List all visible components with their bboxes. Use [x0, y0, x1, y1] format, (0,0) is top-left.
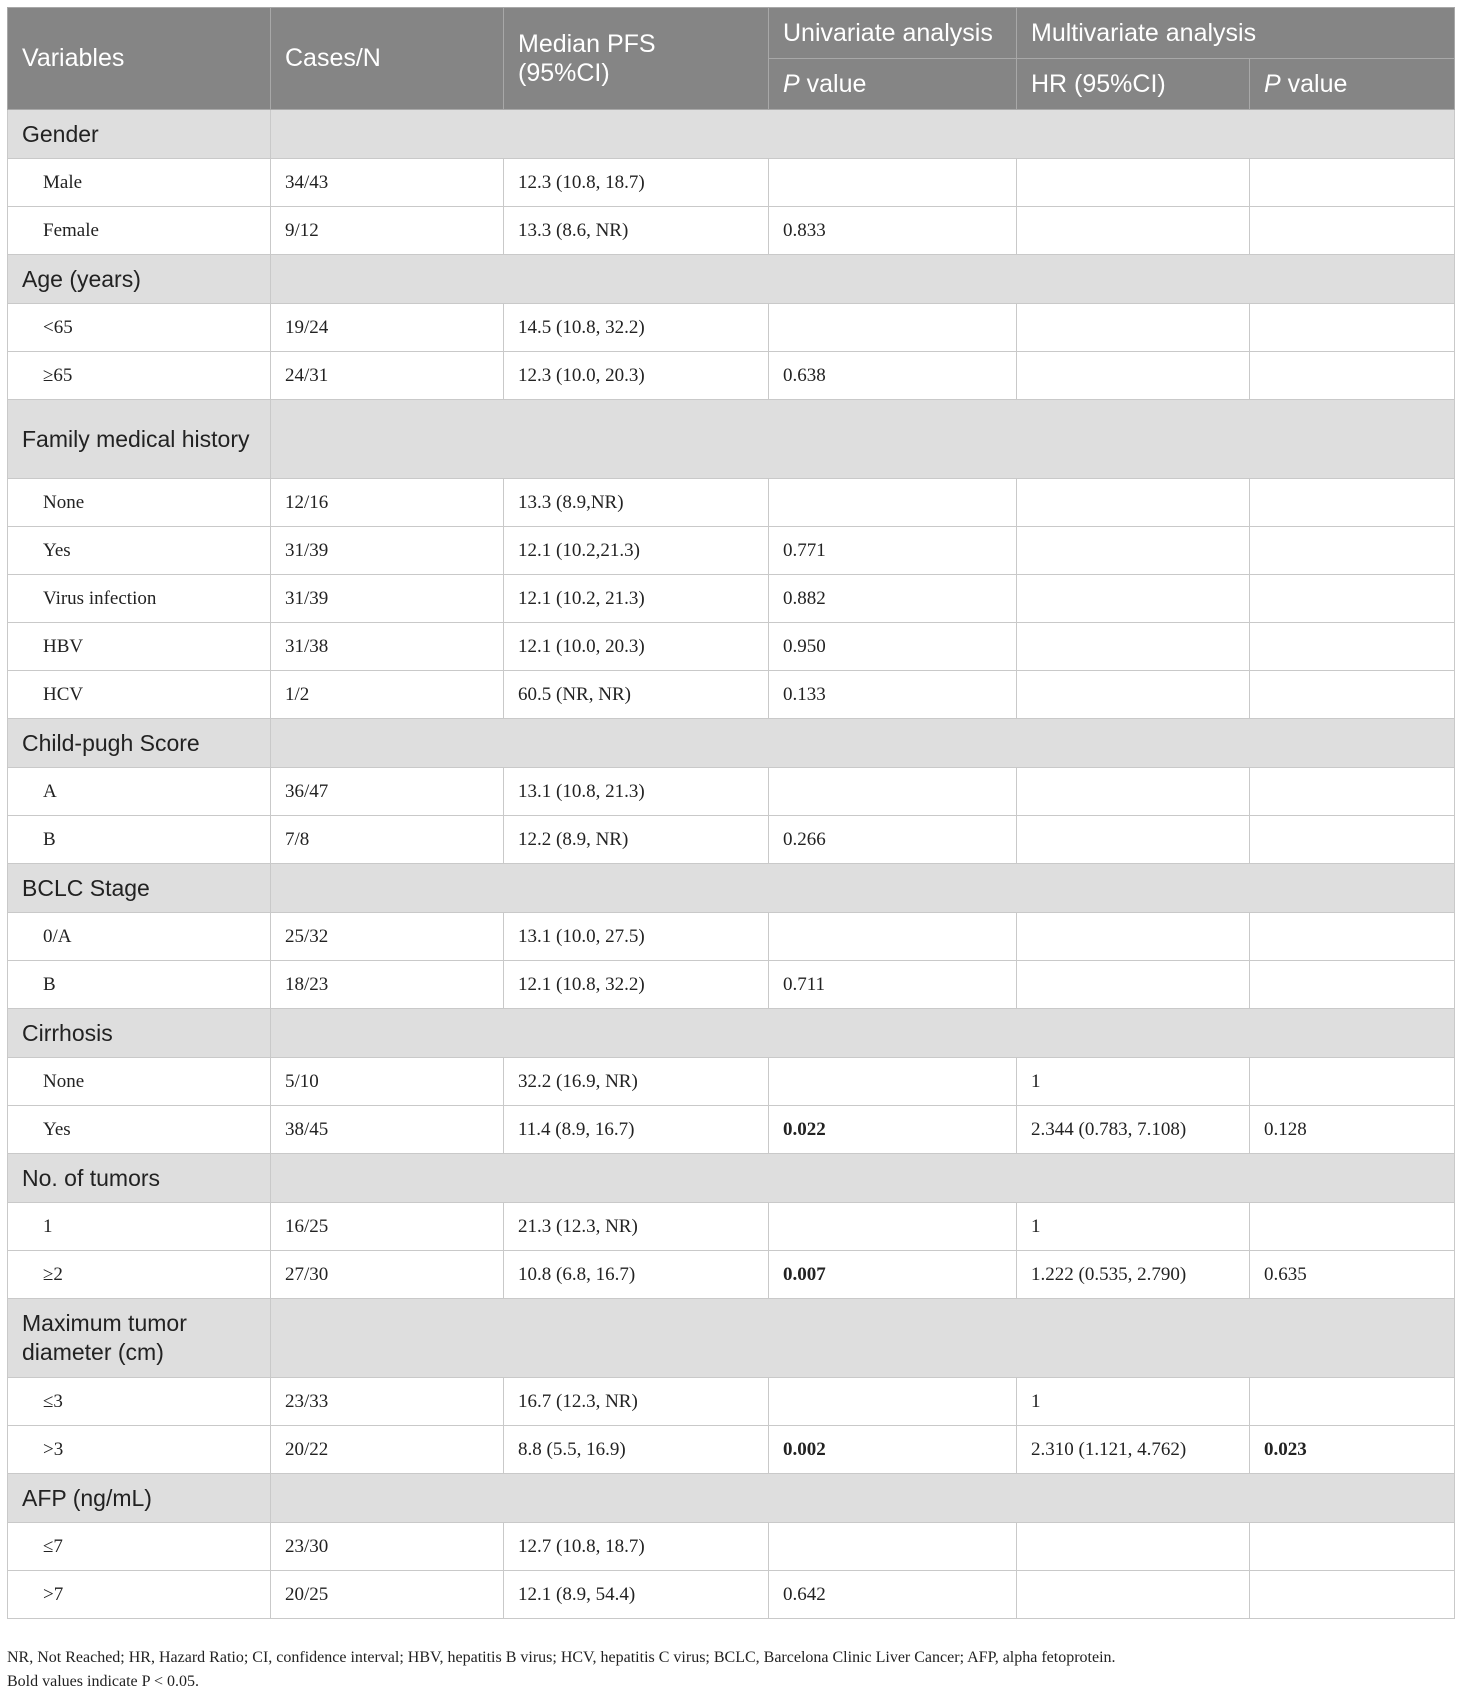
group-filler [271, 1154, 1455, 1203]
cell-hr [1017, 671, 1250, 719]
cell-hr [1017, 159, 1250, 207]
cell-uni-p-value: 0.833 [769, 207, 1017, 255]
cell-hr [1017, 207, 1250, 255]
group-row [8, 719, 1455, 768]
cell-cases: 34/43 [271, 159, 504, 207]
group-label: Cirrhosis [8, 1009, 271, 1058]
cell-cases: 16/25 [271, 1203, 504, 1251]
cell-cases: 31/39 [271, 575, 504, 623]
group-filler [271, 255, 1455, 304]
cell-variable: Female [8, 207, 271, 255]
group-row [8, 255, 1455, 304]
header-univariate: Univariate analysis [769, 8, 1017, 59]
cell-uni-p-value: 0.642 [769, 1571, 1017, 1619]
header-hr: HR (95%CI) [1017, 59, 1250, 110]
cell-uni-p-value [769, 913, 1017, 961]
cell-uni-p-value [769, 1523, 1017, 1571]
cell-median-pfs: 60.5 (NR, NR) [504, 671, 769, 719]
table-row [8, 479, 1455, 527]
cell-variable: ≤3 [8, 1378, 271, 1426]
group-label: AFP (ng/mL) [8, 1474, 271, 1523]
cell-hr: 2.310 (1.121, 4.762) [1017, 1426, 1250, 1474]
group-label: Child-pugh Score [8, 719, 271, 768]
cell-multi-p-value [1250, 913, 1455, 961]
cell-hr [1017, 304, 1250, 352]
cell-median-pfs: 12.3 (10.8, 18.7) [504, 159, 769, 207]
table-row [8, 1426, 1455, 1474]
header-multi-p-value [1250, 59, 1455, 110]
cell-multi-p-value: 0.635 [1250, 1251, 1455, 1299]
cell-multi-p-value [1250, 671, 1455, 719]
cell-hr: 1 [1017, 1203, 1250, 1251]
cell-variable: ≥2 [8, 1251, 271, 1299]
group-filler [271, 110, 1455, 159]
cell-variable: None [8, 479, 271, 527]
cell-cases: 5/10 [271, 1058, 504, 1106]
cell-multi-p-value [1250, 1378, 1455, 1426]
cell-multi-p-value [1250, 479, 1455, 527]
table-row [8, 1378, 1455, 1426]
cell-uni-p-value: 0.022 [769, 1106, 1017, 1154]
cell-cases: 12/16 [271, 479, 504, 527]
header-variables: Variables [8, 8, 271, 110]
cell-uni-p-value: 0.711 [769, 961, 1017, 1009]
header-multivariate: Multivariate analysis [1017, 8, 1455, 59]
table-row [8, 1106, 1455, 1154]
table-row [8, 1058, 1455, 1106]
table-footnote [7, 1646, 1116, 1694]
cell-cases: 19/24 [271, 304, 504, 352]
cell-hr [1017, 816, 1250, 864]
cell-multi-p-value [1250, 1203, 1455, 1251]
cell-cases: 7/8 [271, 816, 504, 864]
cell-multi-p-value [1250, 1058, 1455, 1106]
cell-hr [1017, 527, 1250, 575]
cell-hr [1017, 479, 1250, 527]
table-row [8, 575, 1455, 623]
cell-hr: 1.222 (0.535, 2.790) [1017, 1251, 1250, 1299]
cell-uni-p-value [769, 1058, 1017, 1106]
table-container [7, 7, 1454, 1619]
cell-variable: ≥65 [8, 352, 271, 400]
cell-median-pfs: 13.1 (10.8, 21.3) [504, 768, 769, 816]
group-filler [271, 1474, 1455, 1523]
cell-cases: 20/25 [271, 1571, 504, 1619]
group-label: Maximum tumor diameter (cm) [8, 1299, 271, 1378]
cell-median-pfs: 12.1 (10.2,21.3) [504, 527, 769, 575]
cell-median-pfs: 32.2 (16.9, NR) [504, 1058, 769, 1106]
cell-uni-p-value: 0.007 [769, 1251, 1017, 1299]
cell-uni-p-value [769, 1203, 1017, 1251]
cell-cases: 31/39 [271, 527, 504, 575]
cell-median-pfs: 16.7 (12.3, NR) [504, 1378, 769, 1426]
cell-variable: Yes [8, 1106, 271, 1154]
table-header [8, 8, 1455, 110]
group-filler [271, 719, 1455, 768]
cell-multi-p-value: 0.128 [1250, 1106, 1455, 1154]
cell-uni-p-value [769, 1378, 1017, 1426]
cell-cases: 18/23 [271, 961, 504, 1009]
cell-cases: 20/22 [271, 1426, 504, 1474]
table-row [8, 207, 1455, 255]
table-row [8, 1251, 1455, 1299]
cell-cases: 9/12 [271, 207, 504, 255]
cell-median-pfs: 10.8 (6.8, 16.7) [504, 1251, 769, 1299]
cell-variable: None [8, 1058, 271, 1106]
cell-uni-p-value [769, 159, 1017, 207]
group-row [8, 400, 1455, 479]
cell-variable: HBV [8, 623, 271, 671]
cell-uni-p-value: 0.638 [769, 352, 1017, 400]
cell-multi-p-value [1250, 816, 1455, 864]
cell-variable: B [8, 816, 271, 864]
cell-variable: B [8, 961, 271, 1009]
cell-median-pfs: 12.1 (10.0, 20.3) [504, 623, 769, 671]
table-row [8, 1203, 1455, 1251]
footnote-bold-note: Bold values indicate P < 0.05. [7, 1673, 199, 1690]
cell-cases: 1/2 [271, 671, 504, 719]
group-filler [271, 1009, 1455, 1058]
cell-multi-p-value [1250, 961, 1455, 1009]
group-label: Family medical history [8, 400, 271, 479]
cell-uni-p-value: 0.771 [769, 527, 1017, 575]
table-row [8, 159, 1455, 207]
cell-cases: 38/45 [271, 1106, 504, 1154]
group-filler [271, 864, 1455, 913]
cell-hr [1017, 623, 1250, 671]
table-row [8, 913, 1455, 961]
cell-median-pfs: 12.2 (8.9, NR) [504, 816, 769, 864]
cell-uni-p-value [769, 768, 1017, 816]
cell-hr [1017, 1523, 1250, 1571]
cell-multi-p-value [1250, 768, 1455, 816]
cell-multi-p-value [1250, 1523, 1455, 1571]
cell-hr: 1 [1017, 1058, 1250, 1106]
cell-cases: 31/38 [271, 623, 504, 671]
cell-median-pfs: 12.7 (10.8, 18.7) [504, 1523, 769, 1571]
pfs-analysis-table [7, 7, 1455, 1619]
group-row [8, 1474, 1455, 1523]
cell-hr [1017, 768, 1250, 816]
table-row [8, 1523, 1455, 1571]
cell-multi-p-value [1250, 623, 1455, 671]
cell-median-pfs: 13.3 (8.6, NR) [504, 207, 769, 255]
cell-multi-p-value [1250, 159, 1455, 207]
cell-cases: 23/33 [271, 1378, 504, 1426]
group-row [8, 1154, 1455, 1203]
cell-multi-p-value [1250, 575, 1455, 623]
group-filler [271, 1299, 1455, 1378]
group-row [8, 1299, 1455, 1378]
cell-hr [1017, 961, 1250, 1009]
p-value-suffix: value [799, 69, 867, 98]
cell-median-pfs: 8.8 (5.5, 16.9) [504, 1426, 769, 1474]
group-label: No. of tumors [8, 1154, 271, 1203]
cell-hr [1017, 913, 1250, 961]
group-row [8, 864, 1455, 913]
cell-variable: <65 [8, 304, 271, 352]
group-filler [271, 400, 1455, 479]
cell-cases: 25/32 [271, 913, 504, 961]
cell-variable: Yes [8, 527, 271, 575]
cell-variable: ≤7 [8, 1523, 271, 1571]
cell-cases: 36/47 [271, 768, 504, 816]
cell-variable: 1 [8, 1203, 271, 1251]
cell-median-pfs: 11.4 (8.9, 16.7) [504, 1106, 769, 1154]
cell-multi-p-value [1250, 1571, 1455, 1619]
group-label: Age (years) [8, 255, 271, 304]
cell-variable: A [8, 768, 271, 816]
cell-uni-p-value: 0.950 [769, 623, 1017, 671]
cell-median-pfs: 14.5 (10.8, 32.2) [504, 304, 769, 352]
table-body [8, 110, 1455, 1619]
cell-hr [1017, 575, 1250, 623]
group-label: BCLC Stage [8, 864, 271, 913]
table-row [8, 961, 1455, 1009]
cell-multi-p-value [1250, 527, 1455, 575]
p-value-suffix: value [1280, 69, 1348, 98]
cell-median-pfs: 12.1 (8.9, 54.4) [504, 1571, 769, 1619]
header-uni-p-value [769, 59, 1017, 110]
cell-uni-p-value: 0.882 [769, 575, 1017, 623]
cell-hr: 2.344 (0.783, 7.108) [1017, 1106, 1250, 1154]
cell-variable: Male [8, 159, 271, 207]
p-italic: P [1264, 69, 1281, 98]
table-row [8, 1571, 1455, 1619]
cell-multi-p-value [1250, 304, 1455, 352]
table-row [8, 671, 1455, 719]
cell-multi-p-value [1250, 352, 1455, 400]
cell-median-pfs: 21.3 (12.3, NR) [504, 1203, 769, 1251]
table-row [8, 768, 1455, 816]
cell-variable: HCV [8, 671, 271, 719]
table-row [8, 623, 1455, 671]
table-row [8, 352, 1455, 400]
cell-median-pfs: 12.1 (10.8, 32.2) [504, 961, 769, 1009]
cell-uni-p-value: 0.133 [769, 671, 1017, 719]
p-italic: P [783, 69, 800, 98]
cell-variable: >3 [8, 1426, 271, 1474]
cell-median-pfs: 12.1 (10.2, 21.3) [504, 575, 769, 623]
table-row [8, 527, 1455, 575]
cell-median-pfs: 12.3 (10.0, 20.3) [504, 352, 769, 400]
table-row [8, 304, 1455, 352]
cell-uni-p-value [769, 304, 1017, 352]
cell-multi-p-value: 0.023 [1250, 1426, 1455, 1474]
cell-cases: 27/30 [271, 1251, 504, 1299]
cell-hr [1017, 1571, 1250, 1619]
group-row [8, 1009, 1455, 1058]
table-row [8, 816, 1455, 864]
cell-multi-p-value [1250, 207, 1455, 255]
cell-variable: 0/A [8, 913, 271, 961]
cell-median-pfs: 13.3 (8.9,NR) [504, 479, 769, 527]
cell-cases: 24/31 [271, 352, 504, 400]
group-row [8, 110, 1455, 159]
cell-variable: >7 [8, 1571, 271, 1619]
header-cases: Cases/N [271, 8, 504, 110]
group-label: Gender [8, 110, 271, 159]
cell-hr [1017, 352, 1250, 400]
cell-uni-p-value: 0.266 [769, 816, 1017, 864]
cell-cases: 23/30 [271, 1523, 504, 1571]
header-median-pfs: Median PFS (95%CI) [504, 8, 769, 110]
footnote-abbreviations: NR, Not Reached; HR, Hazard Ratio; CI, confidence interval; HBV, hepatitis B virus; HCV, hepatitis C virus; BCLC, Barcelona Clinic Liver Cancer; AFP, alpha fetoprotein. [7, 1649, 1116, 1666]
cell-uni-p-value: 0.002 [769, 1426, 1017, 1474]
cell-variable: Virus infection [8, 575, 271, 623]
cell-hr: 1 [1017, 1378, 1250, 1426]
cell-uni-p-value [769, 479, 1017, 527]
cell-median-pfs: 13.1 (10.0, 27.5) [504, 913, 769, 961]
